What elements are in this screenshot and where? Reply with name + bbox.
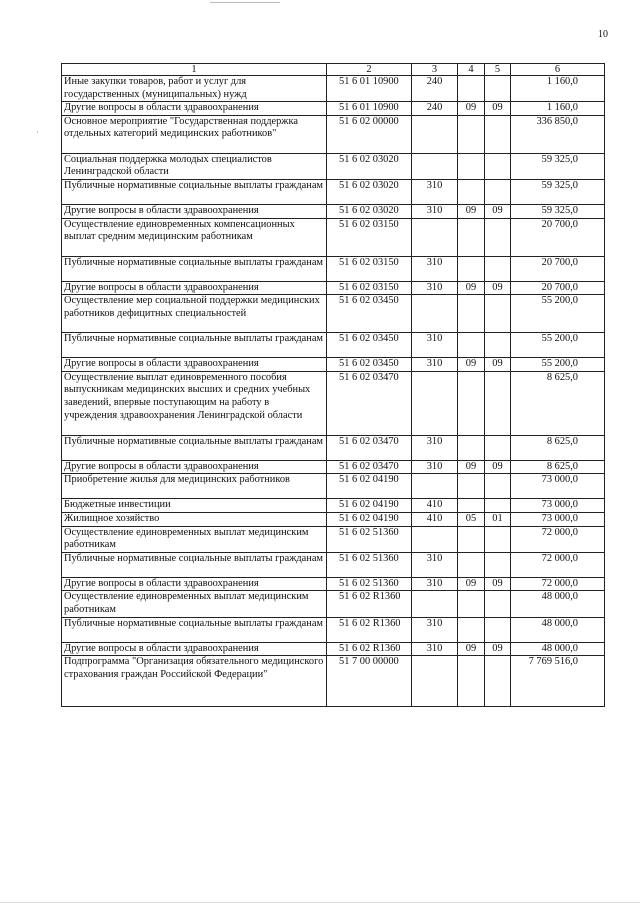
cell-section: 09 [458, 102, 485, 116]
table-row [62, 256, 605, 281]
scan-artifact-top [210, 2, 280, 3]
cell-code: 51 6 02 04190 [327, 512, 412, 526]
cell-amount: 72 000,0 [511, 526, 605, 552]
header-col-6: 6 [511, 64, 605, 76]
cell-expense-type: 310 [412, 642, 458, 656]
cell-name: Публичные нормативные социальные выплаты гражданам [62, 256, 327, 281]
cell-name: Публичные нормативные социальные выплаты гражданам [62, 617, 327, 642]
header-col-5: 5 [485, 64, 511, 76]
cell-expense-type: 310 [412, 552, 458, 577]
cell-subsection [485, 76, 511, 102]
cell-name: Публичные нормативные социальные выплаты гражданам [62, 179, 327, 204]
cell-name: Другие вопросы в области здравоохранения [62, 281, 327, 295]
cell-section [458, 526, 485, 552]
cell-amount: 48 000,0 [511, 591, 605, 617]
table-row [62, 371, 605, 435]
cell-name: Другие вопросы в области здравоохранения [62, 577, 327, 591]
cell-subsection [485, 617, 511, 642]
table-row [62, 499, 605, 513]
cell-amount: 59 325,0 [511, 204, 605, 218]
cell-section [458, 153, 485, 179]
table-row [62, 102, 605, 116]
cell-subsection [485, 295, 511, 333]
cell-expense-type [412, 656, 458, 707]
cell-amount: 55 200,0 [511, 358, 605, 372]
cell-code: 51 6 02 03150 [327, 256, 412, 281]
cell-expense-type: 410 [412, 499, 458, 513]
cell-subsection [485, 115, 511, 153]
cell-expense-type: 310 [412, 256, 458, 281]
cell-section: 09 [458, 358, 485, 372]
cell-expense-type [412, 295, 458, 333]
header-col-4: 4 [458, 64, 485, 76]
cell-name: Жилищное хозяйство [62, 512, 327, 526]
cell-amount: 73 000,0 [511, 474, 605, 499]
cell-amount: 48 000,0 [511, 617, 605, 642]
cell-expense-type: 310 [412, 617, 458, 642]
cell-code: 51 6 02 R1360 [327, 591, 412, 617]
table-row [62, 204, 605, 218]
cell-section: 09 [458, 642, 485, 656]
cell-subsection: 09 [485, 102, 511, 116]
cell-code: 51 6 02 03470 [327, 435, 412, 460]
cell-code: 51 6 02 03020 [327, 153, 412, 179]
cell-amount: 48 000,0 [511, 642, 605, 656]
cell-subsection [485, 333, 511, 358]
cell-subsection [485, 371, 511, 435]
cell-section [458, 474, 485, 499]
cell-code: 51 6 02 51360 [327, 526, 412, 552]
table-row [62, 295, 605, 333]
table-row [62, 435, 605, 460]
header-col-2: 2 [327, 64, 412, 76]
cell-subsection [485, 526, 511, 552]
cell-code: 51 6 02 51360 [327, 577, 412, 591]
cell-expense-type: 240 [412, 76, 458, 102]
cell-code: 51 6 02 51360 [327, 552, 412, 577]
cell-name: Осуществление мер социальной поддержки медицинских работников дефицитных специальностей [62, 295, 327, 333]
cell-code: 51 6 01 10900 [327, 102, 412, 116]
cell-section [458, 552, 485, 577]
cell-name: Другие вопросы в области здравоохранения [62, 204, 327, 218]
table-row [62, 642, 605, 656]
cell-code: 51 7 00 00000 [327, 656, 412, 707]
cell-subsection [485, 552, 511, 577]
cell-subsection [485, 656, 511, 707]
table-row [62, 358, 605, 372]
cell-subsection [485, 153, 511, 179]
cell-name: Публичные нормативные социальные выплаты гражданам [62, 435, 327, 460]
cell-amount: 55 200,0 [511, 333, 605, 358]
cell-amount: 72 000,0 [511, 577, 605, 591]
cell-amount: 59 325,0 [511, 179, 605, 204]
cell-code: 51 6 02 00000 [327, 115, 412, 153]
cell-section [458, 256, 485, 281]
cell-amount: 72 000,0 [511, 552, 605, 577]
table-row [62, 460, 605, 474]
table-row [62, 179, 605, 204]
table-row [62, 474, 605, 499]
table-row [62, 617, 605, 642]
page-number: 10 [598, 29, 608, 40]
cell-amount: 73 000,0 [511, 499, 605, 513]
table-row [62, 281, 605, 295]
cell-expense-type: 310 [412, 577, 458, 591]
scan-artifact-mark: · [36, 128, 39, 137]
cell-subsection [485, 499, 511, 513]
table-row [62, 76, 605, 102]
cell-section: 09 [458, 577, 485, 591]
cell-section: 09 [458, 204, 485, 218]
cell-name: Другие вопросы в области здравоохранения [62, 460, 327, 474]
cell-section [458, 656, 485, 707]
cell-code: 51 6 02 03470 [327, 460, 412, 474]
cell-name: Социальная поддержка молодых специалистов Ленинградской области [62, 153, 327, 179]
cell-subsection: 09 [485, 642, 511, 656]
table-row [62, 577, 605, 591]
table-row [62, 218, 605, 256]
cell-name: Осуществление единовременных выплат медицинским работникам [62, 591, 327, 617]
cell-name: Публичные нормативные социальные выплаты гражданам [62, 552, 327, 577]
cell-name: Приобретение жилья для медицинских работников [62, 474, 327, 499]
header-col-1: 1 [62, 64, 327, 76]
cell-code: 51 6 02 03470 [327, 371, 412, 435]
cell-amount: 73 000,0 [511, 512, 605, 526]
table-row [62, 591, 605, 617]
cell-expense-type: 310 [412, 358, 458, 372]
table-row [62, 153, 605, 179]
cell-name: Другие вопросы в области здравоохранения [62, 642, 327, 656]
cell-subsection: 09 [485, 460, 511, 474]
cell-subsection: 09 [485, 577, 511, 591]
cell-expense-type [412, 153, 458, 179]
budget-table [61, 63, 605, 707]
scan-artifact-bottom [0, 902, 640, 903]
cell-code: 51 6 02 R1360 [327, 617, 412, 642]
cell-expense-type [412, 591, 458, 617]
cell-subsection [485, 179, 511, 204]
cell-expense-type: 310 [412, 204, 458, 218]
cell-amount: 1 160,0 [511, 102, 605, 116]
cell-section [458, 617, 485, 642]
cell-amount: 20 700,0 [511, 218, 605, 256]
cell-amount: 7 769 516,0 [511, 656, 605, 707]
cell-code: 51 6 02 03450 [327, 333, 412, 358]
cell-section: 09 [458, 460, 485, 474]
cell-section [458, 499, 485, 513]
cell-name: Другие вопросы в области здравоохранения [62, 358, 327, 372]
cell-section [458, 333, 485, 358]
cell-subsection [485, 435, 511, 460]
cell-amount: 8 625,0 [511, 460, 605, 474]
cell-subsection: 09 [485, 204, 511, 218]
table-row [62, 333, 605, 358]
cell-code: 51 6 01 10900 [327, 76, 412, 102]
cell-amount: 20 700,0 [511, 256, 605, 281]
cell-code: 51 6 02 03150 [327, 281, 412, 295]
cell-code: 51 6 02 03450 [327, 358, 412, 372]
cell-expense-type [412, 218, 458, 256]
cell-name: Бюджетные инвестиции [62, 499, 327, 513]
cell-code: 51 6 02 03150 [327, 218, 412, 256]
cell-expense-type [412, 371, 458, 435]
cell-amount: 55 200,0 [511, 295, 605, 333]
cell-section: 05 [458, 512, 485, 526]
cell-subsection [485, 256, 511, 281]
cell-amount: 8 625,0 [511, 435, 605, 460]
cell-section [458, 371, 485, 435]
table-row [62, 512, 605, 526]
cell-amount: 59 325,0 [511, 153, 605, 179]
header-col-3: 3 [412, 64, 458, 76]
cell-expense-type [412, 115, 458, 153]
cell-expense-type: 310 [412, 460, 458, 474]
cell-code: 51 6 02 03020 [327, 204, 412, 218]
cell-expense-type: 310 [412, 333, 458, 358]
cell-name: Осуществление единовременных выплат медицинским работникам [62, 526, 327, 552]
cell-code: 51 6 02 03450 [327, 295, 412, 333]
cell-name: Осуществление выплат единовременного пособия выпускникам медицинских высших и средних учебных заведений, впервые поступающим на работу в учреждения здравоохранения Ленинградской области [62, 371, 327, 435]
cell-section: 09 [458, 281, 485, 295]
cell-expense-type: 310 [412, 281, 458, 295]
cell-section [458, 218, 485, 256]
cell-section [458, 295, 485, 333]
cell-section [458, 435, 485, 460]
cell-expense-type [412, 526, 458, 552]
cell-subsection: 09 [485, 358, 511, 372]
cell-name: Подпрограмма "Организация обязательного медицинского страхования граждан Российской Федерации" [62, 656, 327, 707]
cell-name: Иные закупки товаров, работ и услуг для государственных (муниципальных) нужд [62, 76, 327, 102]
cell-subsection: 01 [485, 512, 511, 526]
cell-name: Основное мероприятие "Государственная поддержка отдельных категорий медицинских работников" [62, 115, 327, 153]
cell-expense-type: 410 [412, 512, 458, 526]
cell-section [458, 76, 485, 102]
cell-section [458, 179, 485, 204]
cell-name: Другие вопросы в области здравоохранения [62, 102, 327, 116]
table-header-row [62, 64, 605, 76]
cell-code: 51 6 02 03020 [327, 179, 412, 204]
table-row [62, 115, 605, 153]
cell-code: 51 6 02 04190 [327, 499, 412, 513]
cell-amount: 1 160,0 [511, 76, 605, 102]
cell-expense-type: 240 [412, 102, 458, 116]
cell-section [458, 115, 485, 153]
cell-expense-type: 310 [412, 179, 458, 204]
table-row [62, 526, 605, 552]
cell-name: Осуществление единовременных компенсационных выплат средним медицинским работникам [62, 218, 327, 256]
cell-subsection: 09 [485, 281, 511, 295]
cell-section [458, 591, 485, 617]
cell-amount: 8 625,0 [511, 371, 605, 435]
cell-code: 51 6 02 04190 [327, 474, 412, 499]
cell-amount: 20 700,0 [511, 281, 605, 295]
cell-subsection [485, 474, 511, 499]
cell-amount: 336 850,0 [511, 115, 605, 153]
table-row [62, 552, 605, 577]
cell-expense-type [412, 474, 458, 499]
cell-name: Публичные нормативные социальные выплаты гражданам [62, 333, 327, 358]
cell-subsection [485, 591, 511, 617]
cell-subsection [485, 218, 511, 256]
cell-expense-type: 310 [412, 435, 458, 460]
cell-code: 51 6 02 R1360 [327, 642, 412, 656]
table-row [62, 656, 605, 707]
